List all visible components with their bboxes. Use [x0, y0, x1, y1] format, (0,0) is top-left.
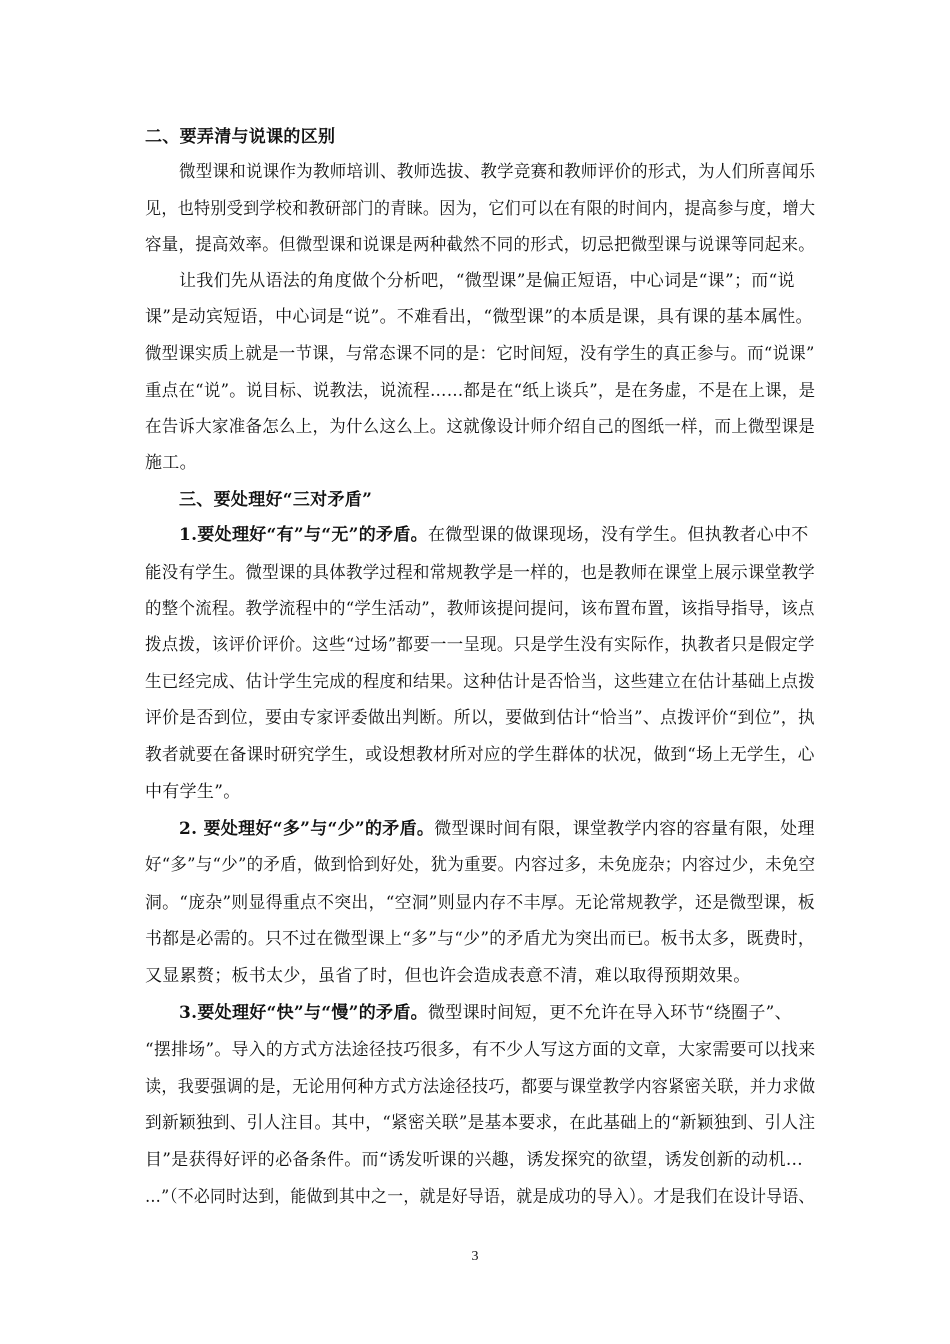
paragraph-line: 微型课和说课作为教师培训、教师选拔、教学竞赛和教师评价的形式，为人们所喜闻乐 [179, 162, 816, 182]
paragraph-line: 到新颖独到、引人注目。其中，“紧密关联”是基本要求，在此基础上的“新颖独到、引人注 [145, 1113, 816, 1133]
subheading-1: 1.要处理好“有”与“无”的矛盾。 [179, 525, 428, 545]
paragraph-line: 好“多”与“少”的矛盾，做到恰到好处，犹为重要。内容过多，未免庞杂；内容过少，未免空 [145, 855, 816, 875]
subheading-2: 2. 要处理好“多”与“少”的矛盾。 [179, 819, 435, 839]
paragraph-line: 微型课实质上就是一节课，与常态课不同的是：它时间短，没有学生的真正参与。而“说课” [145, 344, 815, 364]
paragraph-line: 见，也特别受到学校和教研部门的青睐。因为，它们可以在有限的时间内，提高参与度，增大 [145, 199, 816, 219]
paragraph-text: 微型课时间短，更不允许在导入环节“绕圈子”、 [427, 1003, 792, 1023]
paragraph-line: 评价是否到位，要由专家评委做出判断。所以，要做到估计“恰当”、点拨评价“到位”，执 [145, 708, 816, 728]
paragraph-line: 课”是动宾短语，中心词是“说”。不难看出，“微型课”的本质是课，具有课的基本属性。 [145, 307, 813, 327]
paragraph-line: …”（不必同时达到，能做到其中之一，就是好导语，就是成功的导入）。才是我们在设计导语、 [145, 1187, 815, 1207]
paragraph-line [179, 819, 815, 839]
paragraph-text: 微型课时间有限，课堂教学内容的容量有限，处理 [434, 819, 815, 839]
paragraph-line: 书都是必需的。只不过在微型课上“多”与“少”的矛盾尤为突出而已。板书太多，既费时， [145, 929, 816, 949]
paragraph-line: 拨点拨，该评价评价。这些“过场”都要一一呈现。只是学生没有实际作，执教者只是假定学 [145, 635, 815, 655]
section-heading-3: 三、要处理好“三对矛盾” [179, 490, 373, 510]
section-heading-2: 二、要弄清与说课的区别 [145, 127, 336, 147]
paragraph-line: 在告诉大家准备怎么上，为什么这么上。这就像设计师介绍自己的图纸一样，而上微型课是 [145, 417, 815, 437]
paragraph-line: 的整个流程。教学流程中的“学生活动”，教师该提问提问，该布置布置，该指导指导，该点 [145, 599, 815, 619]
paragraph-line: 能没有学生。微型课的具体教学过程和常规教学是一样的，也是教师在课堂上展示课堂教学 [145, 563, 815, 583]
page-number: 3 [471, 1249, 479, 1264]
paragraph-line: 洞。“庞杂”则显得重点不突出，“空洞”则显内存不丰厚。无论常规教学，还是微型课，板 [145, 893, 816, 913]
paragraph-line: 读，我要强调的是，无论用何种方式方法途径技巧，都要与课堂教学内容紧密关联，并力求做 [145, 1077, 816, 1097]
subheading-3: 3.要处理好“快”与“慢”的矛盾。 [179, 1003, 428, 1023]
paragraph-line: “摆排场”。导入的方式方法途径技巧很多，有不少人写这方面的文章，大家需要可以找来 [145, 1040, 816, 1060]
paragraph-text: 在微型课的做课现场，没有学生。但执教者心中不 [427, 525, 809, 545]
paragraph-line [179, 1003, 792, 1023]
paragraph-line: 又显累赘；板书太少，虽省了时，但也许会造成表意不清，难以取得预期效果。 [145, 966, 751, 986]
paragraph-line: 重点在“说”。说目标、说教法，说流程……都是在“纸上谈兵”，是在务虚，不是在上课，是 [145, 381, 816, 401]
paragraph-line: 生已经完成、估计学生完成的程度和结果。这种估计是否恰当，这些建立在估计基础上点拨 [145, 672, 815, 692]
paragraph-line: 让我们先从语法的角度做个分析吧，“微型课”是偏正短语，中心词是“课”；而“说 [179, 271, 795, 291]
paragraph-line: 容量，提高效率。但微型课和说课是两种截然不同的形式，切忌把微型课与说课等同起来。 [145, 235, 815, 255]
paragraph-line: 教者就要在备课时研究学生，或设想教材所对应的学生群体的状况，做到“场上无学生，心 [145, 745, 815, 765]
paragraph-line [179, 525, 809, 545]
paragraph-line: 施工。 [145, 453, 197, 473]
paragraph-line: 中有学生”。 [145, 782, 241, 802]
paragraph-line: 目”是获得好评的必备条件。而“诱发听课的兴趣，诱发探究的欲望，诱发创新的动机… [145, 1150, 804, 1170]
